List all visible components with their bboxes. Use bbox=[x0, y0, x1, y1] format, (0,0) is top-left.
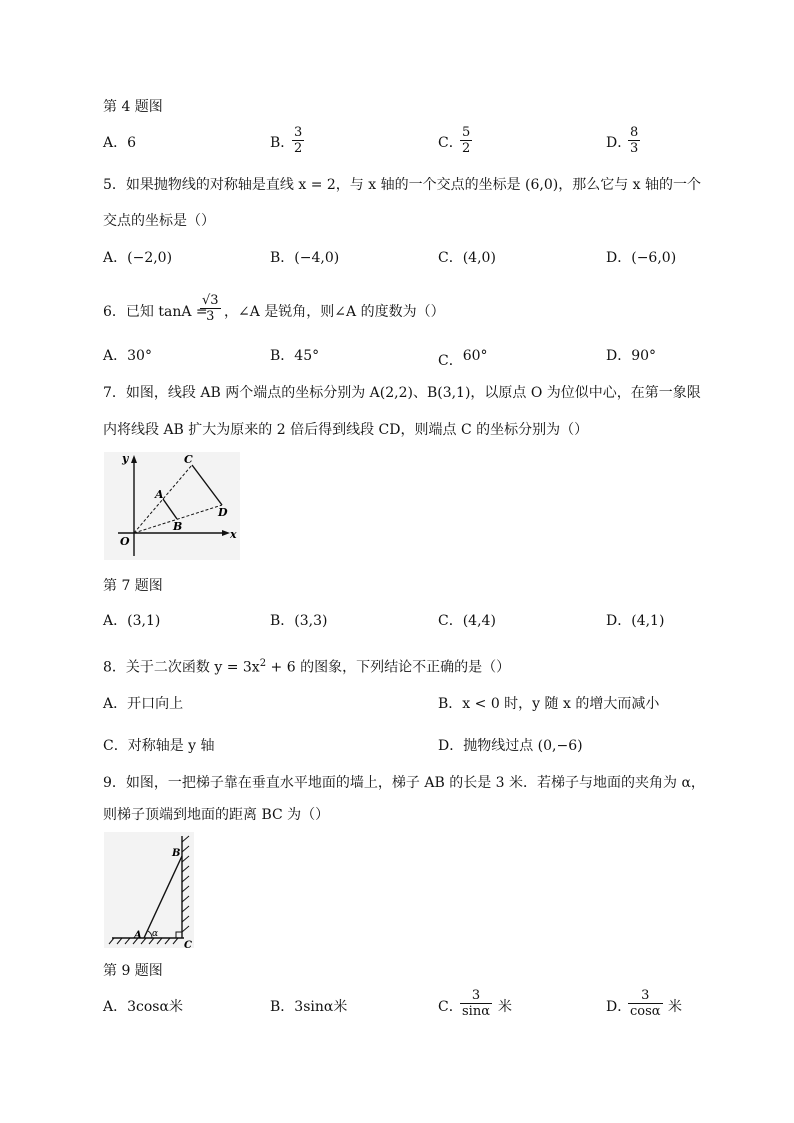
q7-option-b[interactable] bbox=[270, 612, 328, 630]
q8-option-c-value: 对称轴是 y 轴 bbox=[127, 738, 215, 754]
q9-option-b[interactable] bbox=[270, 998, 347, 1016]
q5-option-b-value: (−4,0) bbox=[294, 250, 340, 266]
origin-label: O bbox=[120, 535, 130, 548]
q7-figure bbox=[104, 452, 240, 560]
q6-option-c-label: C． bbox=[438, 353, 463, 369]
q5-option-d-label: D． bbox=[606, 250, 632, 266]
q8-option-b[interactable] bbox=[438, 695, 659, 713]
q5-option-c-value: (4,0) bbox=[462, 250, 496, 266]
q6-stem-prefix: 6．已知 tanA = bbox=[103, 304, 208, 320]
q7-option-a[interactable] bbox=[103, 612, 160, 630]
q8-stem bbox=[103, 655, 510, 677]
q9-option-b-value: 3sinα米 bbox=[294, 999, 348, 1015]
q9-option-b-label: B． bbox=[270, 999, 295, 1015]
q6-option-d-value: 90° bbox=[631, 348, 657, 364]
q6-denominator: 3 bbox=[206, 309, 215, 324]
point-c-label: C bbox=[184, 453, 193, 466]
q4-option-c-fraction bbox=[460, 125, 472, 156]
q6-option-c[interactable] bbox=[438, 347, 488, 369]
q4-option-a-label: A． bbox=[103, 135, 128, 151]
point-a-label: A bbox=[155, 488, 164, 501]
x-axis-label: x bbox=[230, 528, 237, 541]
q9-option-d-unit: 米 bbox=[668, 999, 682, 1015]
q9-option-c-unit: 米 bbox=[498, 999, 512, 1015]
q8-option-c-label: C． bbox=[103, 738, 128, 754]
point-c-label: C bbox=[184, 940, 192, 948]
q5-option-d[interactable] bbox=[606, 249, 676, 267]
q9-option-c-numerator: 3 bbox=[471, 988, 481, 1003]
q6-option-b-value: 45° bbox=[294, 348, 320, 364]
q8-exponent: 2 bbox=[259, 658, 267, 669]
q6-numerator: √3 bbox=[202, 293, 219, 308]
q7-stem-line-2: 内将线段 AB 扩大为原来的 2 倍后得到线段 CD，则端点 C 的坐标分别为（） bbox=[103, 422, 589, 438]
q8-option-a[interactable] bbox=[103, 695, 183, 713]
q7-option-d-label: D． bbox=[606, 613, 632, 629]
q5-stem-line-1: 5．如果抛物线的对称轴是直线 x = 2，与 x 轴的一个交点的坐标是 (6,0)，那么它与 x 轴的一个 bbox=[103, 177, 702, 193]
q6-option-d-label: D． bbox=[606, 348, 632, 364]
y-axis-label: y bbox=[122, 452, 129, 465]
q8-option-c[interactable] bbox=[103, 737, 215, 755]
q9-option-d-label[interactable]: D． bbox=[606, 999, 632, 1015]
q5-option-c-label: C． bbox=[438, 250, 463, 266]
point-a-label: A bbox=[134, 930, 142, 941]
q7-option-c-label: C． bbox=[438, 613, 463, 629]
q4-option-d-denominator: 3 bbox=[630, 141, 639, 156]
q8-stem-suffix: + 6 的图象，下列结论不正确的是（） bbox=[266, 659, 511, 676]
alpha-label: α bbox=[152, 929, 159, 939]
point-b-label: B bbox=[172, 848, 181, 859]
q6-option-b[interactable] bbox=[270, 347, 319, 365]
q6-stem-fraction bbox=[200, 293, 221, 324]
q7-option-a-value: (3,1) bbox=[127, 613, 161, 629]
q4-option-d-fraction bbox=[628, 125, 640, 156]
q8-option-b-value: x < 0 时，y 随 x 的增大而减小 bbox=[462, 696, 660, 712]
q9-option-c-fraction bbox=[460, 988, 492, 1019]
q8-option-b-label: B． bbox=[438, 696, 463, 712]
q8-option-d-label: D． bbox=[438, 738, 464, 754]
q5-stem-line-2: 交点的坐标是（） bbox=[103, 213, 215, 229]
q6-option-a-label: A． bbox=[103, 348, 128, 364]
q4-option-b-label[interactable]: B． bbox=[270, 135, 295, 151]
q4-option-d-numerator: 8 bbox=[630, 125, 639, 140]
q9-option-c-label[interactable]: C． bbox=[438, 999, 463, 1015]
q4-option-c-numerator: 5 bbox=[462, 125, 471, 140]
q4-option-a-value: 6 bbox=[127, 135, 137, 151]
figure-background bbox=[104, 832, 194, 948]
q6-option-c-value: 60° bbox=[462, 348, 488, 364]
q7-option-b-label: B． bbox=[270, 613, 295, 629]
q5-option-c[interactable] bbox=[438, 249, 496, 267]
q8-option-a-value: 开口向上 bbox=[127, 696, 184, 712]
q6-option-b-label: B． bbox=[270, 348, 295, 364]
q7-option-d-value: (4,1) bbox=[631, 613, 665, 629]
q5-option-d-value: (−6,0) bbox=[631, 250, 677, 266]
q5-option-a-label: A． bbox=[103, 250, 128, 266]
q5-option-a-value: (−2,0) bbox=[127, 250, 173, 266]
q4-option-d-label[interactable]: D． bbox=[606, 135, 632, 151]
q7-figure-caption: 第 7 题图 bbox=[103, 578, 163, 594]
q6-option-a[interactable] bbox=[103, 347, 152, 365]
q5-option-a[interactable] bbox=[103, 249, 172, 267]
q9-option-a[interactable] bbox=[103, 998, 183, 1016]
q7-option-a-label: A． bbox=[103, 613, 128, 629]
q9-figure-caption: 第 9 题图 bbox=[103, 963, 163, 979]
q8-stem-prefix: 8．关于二次函数 y = 3x bbox=[103, 659, 260, 676]
q8-option-d[interactable] bbox=[438, 737, 583, 755]
q9-option-c-denominator: sinα bbox=[462, 1004, 490, 1019]
point-b-label: B bbox=[173, 520, 183, 533]
q4-option-b-denominator: 2 bbox=[294, 141, 303, 156]
q5-option-b-label: B． bbox=[270, 250, 295, 266]
q4-figure-caption: 第 4 题图 bbox=[103, 99, 163, 115]
q6-option-d[interactable] bbox=[606, 347, 656, 365]
q8-option-d-value: 抛物线过点 (0,−6) bbox=[463, 738, 583, 754]
q4-option-c-denominator: 2 bbox=[462, 141, 471, 156]
q7-option-b-value: (3,3) bbox=[294, 613, 328, 629]
q9-option-a-value: 3cosα米 bbox=[127, 999, 183, 1015]
q9-stem-line-2: 则梯子顶端到地面的距离 BC 为（） bbox=[103, 807, 330, 823]
q4-option-b-fraction bbox=[292, 125, 304, 156]
q6-option-a-value: 30° bbox=[127, 348, 152, 364]
q5-option-b[interactable] bbox=[270, 249, 339, 267]
q9-stem-line-1: 9．如图，一把梯子靠在垂直水平地面的墙上，梯子 AB 的长是 3 米．若梯子与地面的夹角为 α， bbox=[103, 775, 705, 791]
q9-option-d-denominator: cosα bbox=[630, 1004, 661, 1019]
q7-option-c-value: (4,4) bbox=[462, 613, 496, 629]
q9-option-d-numerator: 3 bbox=[641, 988, 650, 1003]
q4-option-c-label[interactable]: C． bbox=[438, 135, 463, 151]
q8-option-a-label: A． bbox=[103, 696, 128, 712]
q4-option-b-numerator: 3 bbox=[294, 125, 303, 140]
q6-stem-suffix: ，∠A 是锐角，则∠A 的度数为（） bbox=[224, 304, 445, 320]
q9-figure bbox=[104, 832, 194, 948]
q7-option-d[interactable] bbox=[606, 612, 664, 630]
q7-option-c[interactable] bbox=[438, 612, 496, 630]
q9-option-d-fraction bbox=[628, 988, 663, 1019]
point-d-label: D bbox=[218, 506, 228, 519]
q9-option-a-label: A． bbox=[103, 999, 128, 1015]
q4-option-a[interactable] bbox=[103, 134, 136, 152]
q7-stem-line-1: 7．如图，线段 AB 两个端点的坐标分别为 A(2,2)、B(3,1)，以原点 O 为位似中心，在第一象限 bbox=[103, 385, 701, 401]
